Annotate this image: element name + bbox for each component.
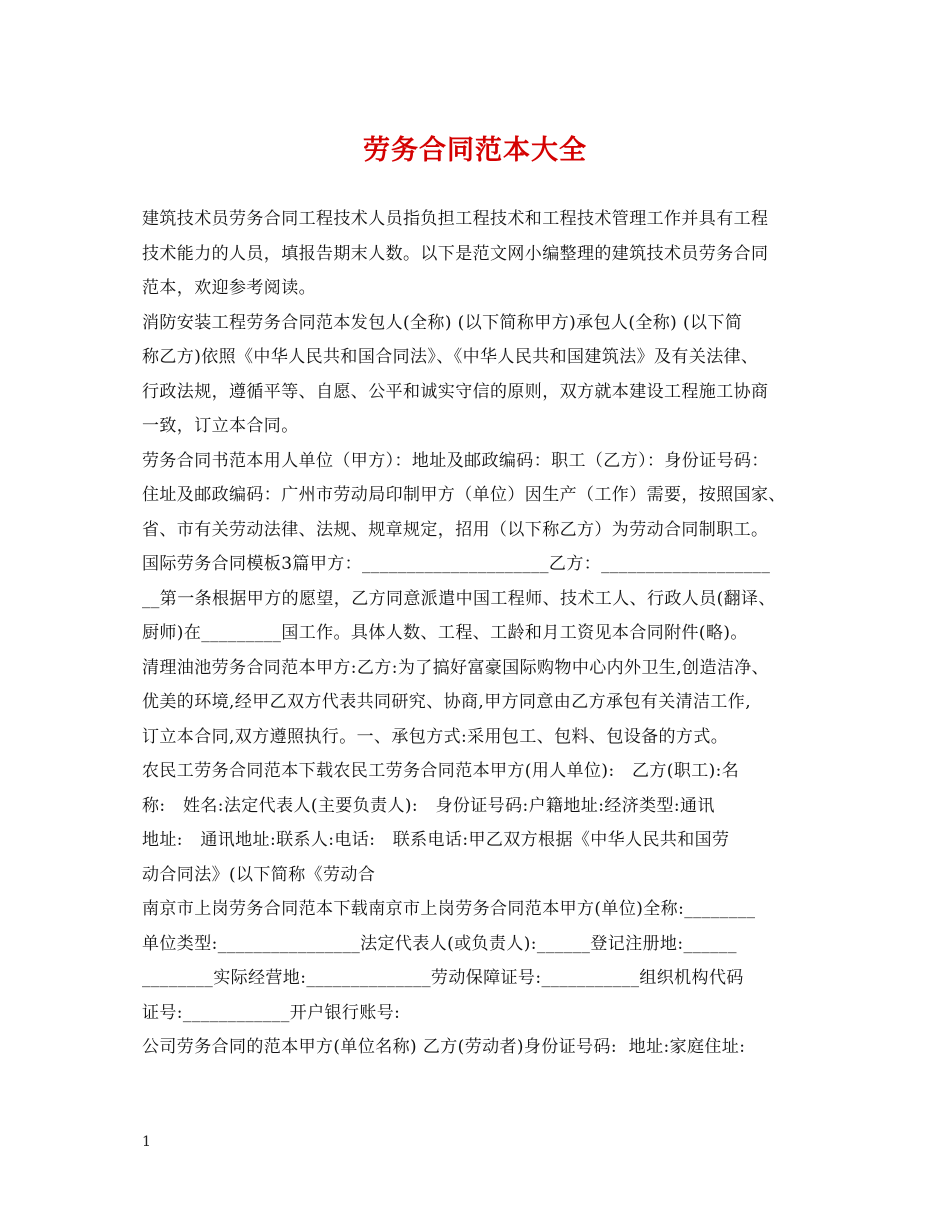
text-line: 称: 姓名:法定代表人(主要负责人): 身份证号码:户籍地址:经济类型:通讯 <box>142 795 715 816</box>
text-line: 国际劳务合同模板3篇甲方：_____________________乙方：___________________ <box>142 554 771 574</box>
text-line: 劳务合同书范本用人单位（甲方）：地址及邮政编码：职工（乙方）：身份证号码： <box>142 450 769 471</box>
text-line: 行政法规，遵循平等、自愿、公平和诚实守信的原则，双方就本建设工程施工协商 <box>142 381 769 402</box>
text-line: __第一条根据甲方的愿望，乙方同意派遣中国工程师、技术工人、行政人员(翻译、 <box>142 588 776 609</box>
text-line: 一致，订立本合同。 <box>142 416 299 436</box>
text-line: 技术能力的人员，填报告期末人数。以下是范文网小编整理的建筑技术员劳务合同 <box>142 243 769 264</box>
page-number: 1 <box>142 1134 151 1150</box>
text-line: 证号:____________开户银行账号: <box>142 1002 401 1023</box>
text-line: 厨师)在_________国工作。具体人数、工程、工龄和月工资见本合同附件(略)。 <box>142 623 748 643</box>
text-line: 省、市有关劳动法律、法规、规章规定，招用（以下称乙方）为劳动合同制职工。 <box>142 519 769 540</box>
text-line: 清理油池劳务合同范本甲方:乙方:为了搞好富豪国际购物中心内外卫生,创造洁净、 <box>142 657 770 678</box>
text-line: 范本，欢迎参考阅读。 <box>142 278 316 298</box>
text-line: 南京市上岗劳务合同范本下载南京市上岗劳务合同范本甲方(单位)全称:________ <box>142 899 756 919</box>
text-line: ________实际经营地:______________劳动保障证号:___________组织机构代码 <box>142 968 744 988</box>
text-line: 单位类型:________________法定代表人(或负责人):______登记注册地:______ <box>142 933 737 954</box>
text-line: 农民工劳务合同范本下载农民工劳务合同范本甲方(用人单位): 乙方(职工):名 <box>142 761 740 781</box>
text-line: 公司劳务合同的范本甲方(单位名称) 乙方(劳动者)身份证号码: 地址:家庭住址: <box>142 1037 746 1057</box>
document-body <box>142 202 832 1065</box>
text-line: 住址及邮政编码：广州市劳动局印制甲方（单位）因生产（工作）需要，按照国家、 <box>142 485 786 505</box>
text-line: 优美的环境,经甲乙双方代表共同研究、协商,甲方同意由乙方承包有关清洁工作, <box>142 692 752 712</box>
document-title: 劳务合同范本大全 <box>363 135 587 166</box>
text-line: 消防安装工程劳务合同范本发包人(全称) (以下简称甲方)承包人(全称) (以下简 <box>142 312 743 333</box>
text-line: 动合同法》(以下简称《劳动合 <box>142 864 376 885</box>
text-line: 地址: 通讯地址:联系人:电话: 联系电话:甲乙双方根据《中华人民共和国劳 <box>142 830 730 850</box>
text-line: 订立本合同,双方遵照执行。一、承包方式:采用包工、包料、包设备的方式。 <box>142 726 729 747</box>
text-line: 建筑技术员劳务合同工程技术人员指负担工程技术和工程技术管理工作并具有工程 <box>142 209 769 229</box>
text-line: 称乙方)依照《中华人民共和国合同法》、《中华人民共和国建筑法》及有关法律、 <box>142 347 759 367</box>
